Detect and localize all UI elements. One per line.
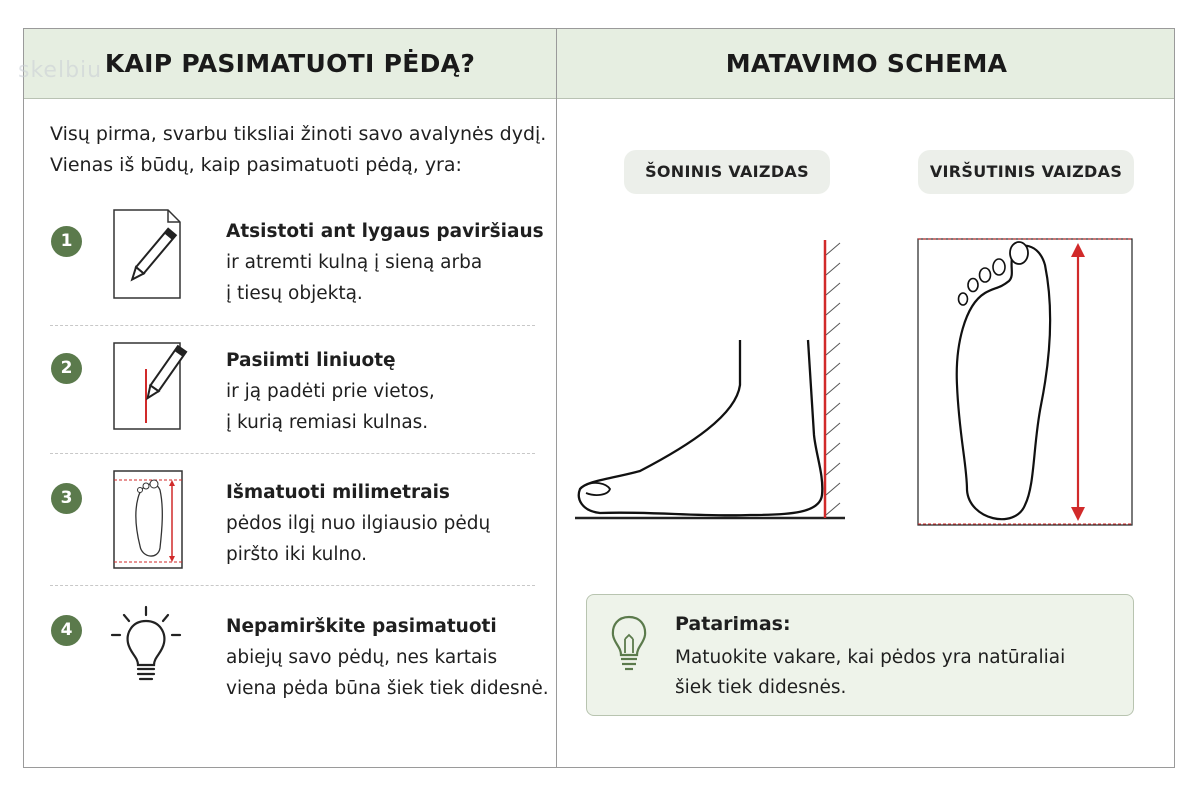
step-separator — [50, 453, 535, 454]
step-heading: Išmatuoti milimetrais — [226, 482, 450, 503]
tip-line: šiek tiek didesnės. — [675, 677, 847, 698]
foot-outline — [579, 340, 823, 515]
paper-pencil-icon — [110, 206, 190, 305]
left-panel-title: KAIP PASIMATUOTI PĖDĄ? — [104, 49, 476, 78]
tip-box — [586, 594, 1134, 716]
step-line: pėdos ilgį nuo ilgiausio pėdų — [226, 513, 491, 534]
step-line: piršto iki kulno. — [226, 544, 368, 565]
intro-text — [50, 119, 550, 181]
panel-divider — [556, 29, 557, 767]
step-text — [226, 216, 544, 309]
step-text — [226, 477, 490, 570]
right-panel-title: MATAVIMO SCHEMA — [725, 49, 1008, 78]
big-toe — [1010, 242, 1028, 264]
measure-box — [918, 239, 1132, 525]
toe — [959, 293, 968, 305]
lightbulb-icon — [110, 603, 186, 693]
watermark-logo: skelbiu — [18, 58, 103, 83]
ruler-pencil-icon — [110, 339, 190, 438]
step-number-badge: 2 — [51, 353, 82, 384]
step-line: viena pėda būna šiek tiek didesnė. — [226, 678, 549, 699]
step-line: abiejų savo pėdų, nes kartais — [226, 647, 498, 668]
step-4 — [0, 595, 555, 715]
tip-text — [675, 643, 1065, 703]
step-number-badge: 3 — [51, 483, 82, 514]
foot-measure-icon — [110, 468, 190, 574]
step-text — [226, 345, 435, 438]
step-separator — [50, 325, 535, 326]
toe — [993, 259, 1005, 275]
step-1 — [0, 200, 555, 320]
step-line: ir atremti kulną į sieną arba — [226, 252, 483, 273]
side-view-foot-diagram — [570, 235, 860, 535]
intro-line-1: Visų pirma, svarbu tiksliai žinoti savo avalynės dydį. — [50, 123, 547, 145]
lightbulb-icon — [609, 613, 649, 677]
step-line: į kurią remiasi kulnas. — [226, 412, 429, 433]
tip-line: Matuokite vakare, kai pėdos yra natūraliai — [675, 647, 1066, 668]
step-text — [226, 611, 549, 704]
step-2 — [0, 335, 555, 455]
tip-title: Patarimas: — [675, 613, 791, 635]
step-line: į tiesų objektą. — [226, 283, 363, 304]
step-line: ir ją padėti prie vietos, — [226, 381, 435, 402]
top-view-label: VIRŠUTINIS VAIZDAS — [918, 150, 1134, 194]
intro-line-2: Vienas iš būdų, kaip pasimatuoti pėdą, yra: — [50, 154, 462, 176]
step-separator — [50, 585, 535, 586]
step-3 — [0, 463, 555, 583]
toe — [980, 268, 991, 282]
toe — [968, 279, 978, 292]
step-number-badge: 1 — [51, 226, 82, 257]
step-heading: Nepamirškite pasimatuoti — [226, 616, 497, 637]
step-heading: Pasiimti liniuotę — [226, 350, 396, 371]
toe-nail — [586, 483, 610, 495]
step-heading: Atsistoti ant lygaus paviršiaus — [226, 221, 544, 242]
side-view-label: ŠONINIS VAIZDAS — [624, 150, 830, 194]
step-number-badge: 4 — [51, 615, 82, 646]
top-view-foot-diagram — [915, 235, 1140, 530]
wall-hatching — [826, 243, 840, 515]
